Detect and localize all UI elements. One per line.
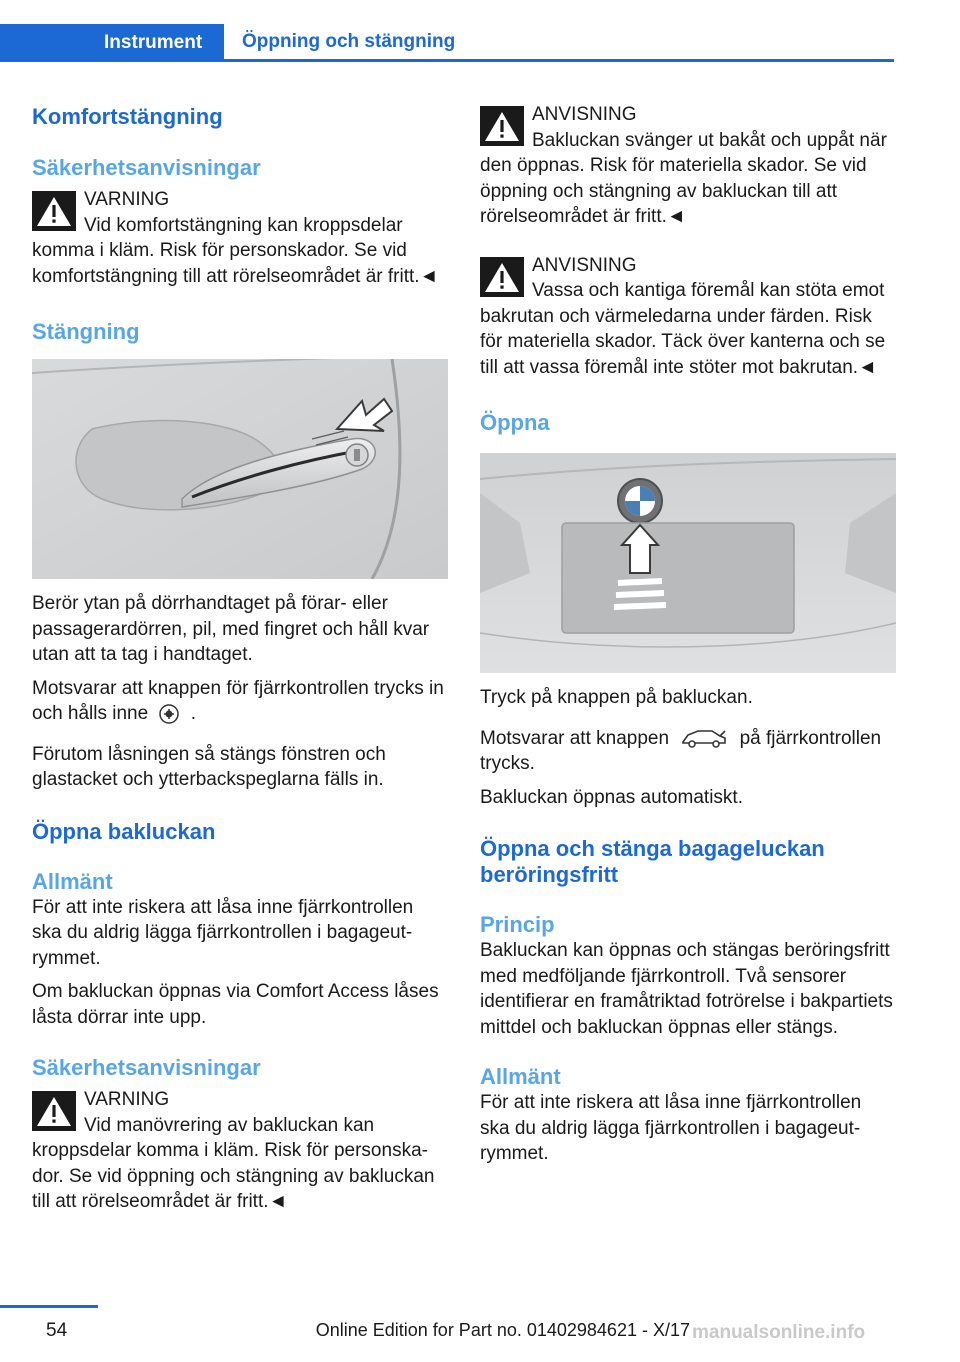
heading-sakerhetsanvisningar-2: Säkerhetsanvisningar [32,1055,261,1080]
heading-oppna-bakluckan: Öppna bakluckan [32,818,216,844]
paragraph-10: För att inte riskera att låsa inne fjärrkontrollen ska du aldrig lägga fjärrkontrollen i bagageutrymmet. [480,1092,862,1164]
paragraph-7-text-a: Motsvarar att knappen [480,727,670,749]
right-column [480,100,896,1167]
warning-triangle-icon [480,257,524,297]
heading-sakerhetsanvisningar: Säkerhetsanvisningar [32,155,261,180]
heading-princip: Princip [480,912,555,937]
warning-text: Vid komfortstängning kan kroppsdelar komma i kläm. Risk för personskador. Se vid komfortstängning till att rörelseområdet är fritt.◄ [32,214,439,287]
warning-text-2: Vid manövrering av bakluckan kan kroppsdelar komma i kläm. Risk för personskador. Se vid öppning och stängning av bakluckan till att rörelseområdet är fritt.◄ [32,1114,435,1212]
heading-komfortstangning: Komfortstängning [32,104,223,129]
heading-beroringsfritt: Öppna och stänga bagageluckan beröringsfritt [480,836,825,887]
notice-title-2: ANVISNING [532,254,637,276]
paragraph-2-text-a: Motsvarar att knappen för fjärrkontrollen trycks in och hålls inne [32,677,444,724]
paragraph-7-text-b: på fjärrkontrollen trycks. [480,727,882,774]
paragraph-7 [480,726,896,777]
paragraph-1: Berör ytan på dörrhandtaget på förar- eller passagerardörren, pil, med fingret och håll kvar utan att ta tag i handtaget. [32,593,430,665]
notice-text-2: Vassa och kantiga föremål kan stöta emot bakrutan och värmeledarna under färden. Risk för materiella skador. Täck över kanterna och se till att vassa föremål inte stöter mot bakrutan.◄ [480,280,886,378]
warning-triangle-icon [32,191,76,231]
car-tailgate-icon [680,727,728,749]
tab-instrument[interactable]: Instrument [0,24,224,62]
paragraph-6: Tryck på knappen på bakluckan. [480,687,753,708]
notice-block-2 [480,253,896,381]
notice-block-1 [480,102,896,230]
tab-oppning[interactable]: Öppning och stängning [242,31,456,52]
paragraph-8: Bakluckan öppnas automatiskt. [480,786,743,808]
watermark: manualsonline.info [692,1322,866,1343]
tailgate-illustration [480,453,896,673]
paragraph-4: För att inte riskera att låsa inne fjärrkontrollen ska du aldrig lägga fjärrkontrollen i bagageutrymmet. [32,896,414,969]
door-handle-illustration [32,359,448,579]
warning-triangle-icon [32,1091,76,1131]
warning-block [32,187,448,289]
edition-line: Online Edition for Part no. 01402984621 - X/17 [315,1320,690,1340]
paragraph-3: Förutom låsningen så stängs fönstren och glastacket och ytterbackspeglarna fälls in. [32,743,386,790]
notice-text-1: Bakluckan svänger ut bakåt och uppåt när den öppnas. Risk för materiella skador. Se vid öppning och stängning av bakluckan till att rörelseområdet är fritt.◄ [480,129,887,227]
paragraph-9: Bakluckan kan öppnas och stängas beröringsfritt med medföljande fjärrkontroll. Två sensorer identifierar en framåtriktad fotrörelse i bakpartiets mittdel och bakluckan öppnas eller stängs. [480,940,893,1038]
notice-title-1: ANVISNING [532,104,637,125]
page-header [0,24,894,62]
heading-allmant-2: Allmänt [480,1064,561,1089]
lock-button-icon [159,704,179,724]
footer-rule [0,1305,98,1308]
warning-title-2: VARNING [84,1089,170,1110]
page-number: 54 [46,1320,68,1341]
paragraph-5: Om bakluckan öppnas via Comfort Access låses låsta dörrar inte upp. [32,981,439,1028]
heading-oppna: Öppna [480,410,550,435]
left-column [32,100,448,1215]
warning-block-2 [32,1087,448,1215]
paragraph-2-text-b: . [190,703,197,724]
heading-allmant-1: Allmänt [32,868,113,894]
warning-title: VARNING [84,189,170,210]
header-rule [0,59,894,62]
paragraph-2 [32,676,448,727]
heading-stangning: Stängning [32,319,140,344]
warning-triangle-icon [480,106,524,146]
